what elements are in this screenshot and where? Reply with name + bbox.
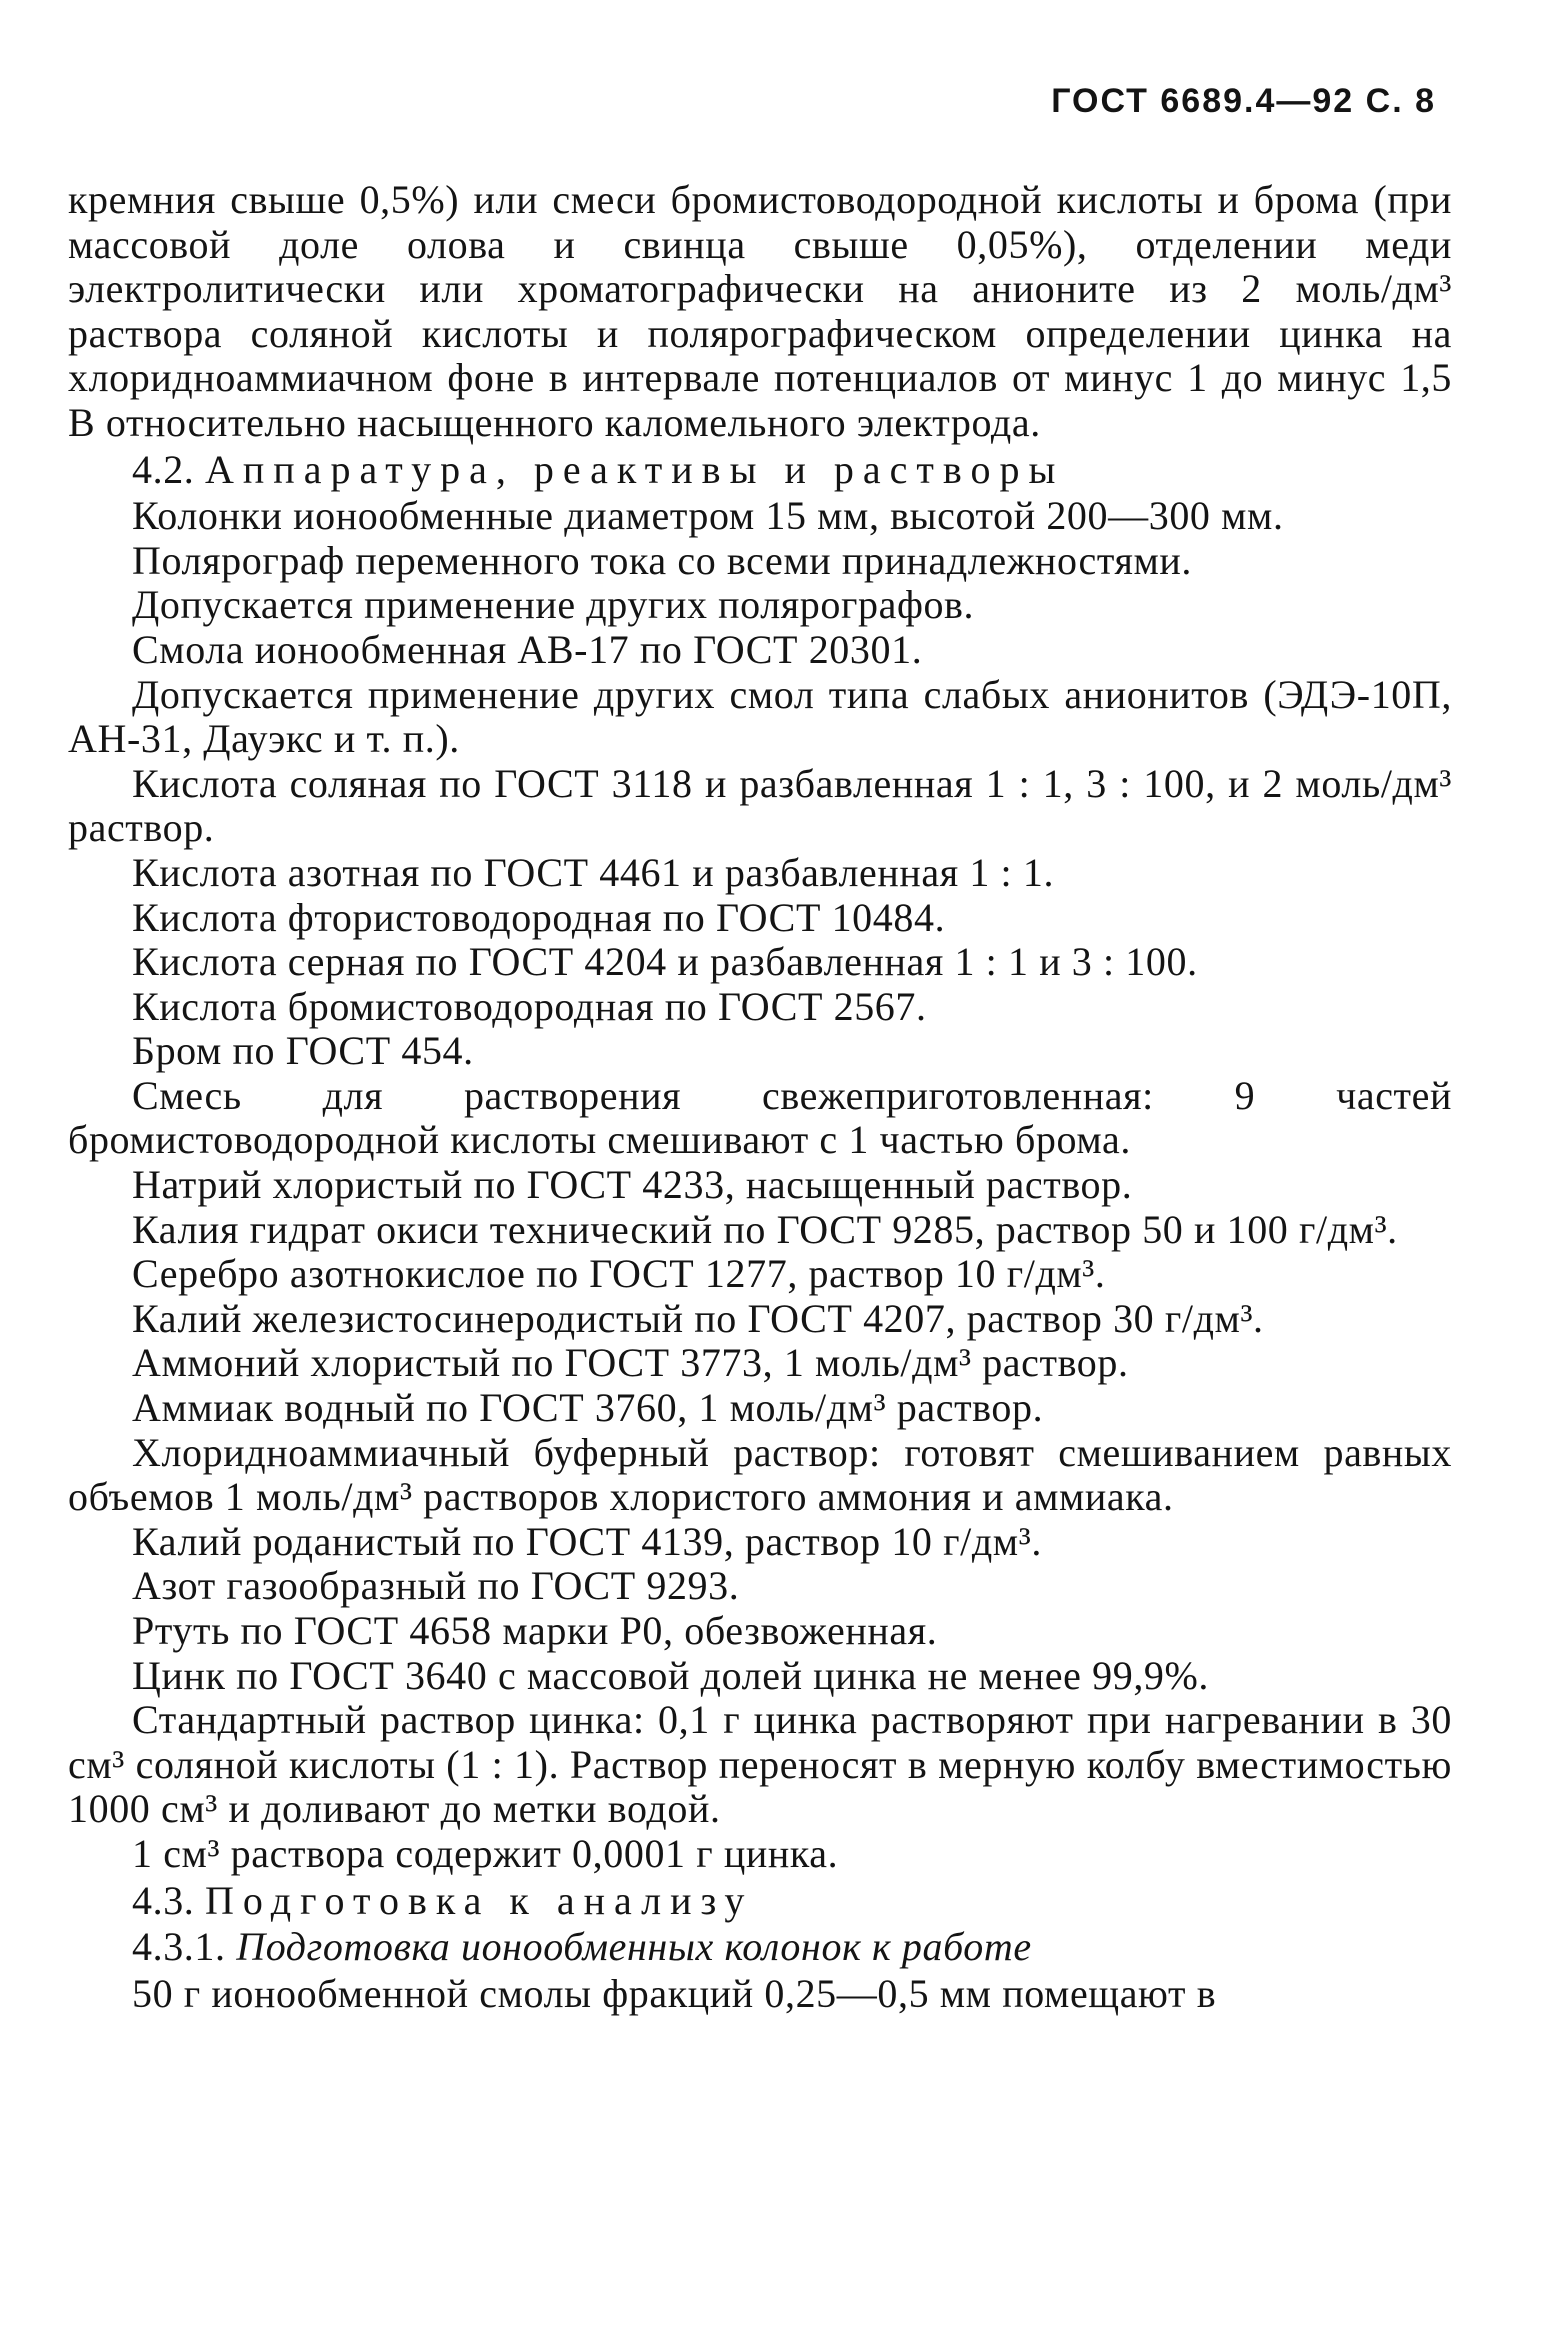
reagent-item: Аммоний хлористый по ГОСТ 3773, 1 моль/дм³ раствор. <box>132 1340 1129 1386</box>
section-4-3-1-heading <box>68 1925 1452 1970</box>
reagent-item: Цинк по ГОСТ 3640 с массовой долей цинка не менее 99,9%. <box>132 1652 1210 1698</box>
reagent-item: Калия гидрат окиси технический по ГОСТ 9285, раствор 50 и 100 г/дм³. <box>132 1206 1398 1252</box>
page-header: ГОСТ 6689.4—92 С. 8 <box>1051 82 1436 120</box>
reagent-item: Калий железистосинеродистый по ГОСТ 4207, раствор 30 г/дм³. <box>132 1295 1264 1341</box>
reagent-item: Калий роданистый по ГОСТ 4139, раствор 10 г/дм³. <box>132 1518 1042 1564</box>
final-paragraph: 50 г ионообменной смолы фракций 0,25—0,5 мм помещают в <box>132 1970 1217 2016</box>
reagent-item: Хлоридноаммиачный буферный раствор: готовят смешиванием равных объемов 1 моль/дм³ растворов хлористого аммония и аммиака. <box>68 1429 1452 1520</box>
section-number: 4.3.1. <box>132 1924 226 1970</box>
reagent-item: Кислота бромистоводородная по ГОСТ 2567. <box>132 983 927 1029</box>
reagent-item: Кислота серная по ГОСТ 4204 и разбавленная 1 : 1 и 3 : 100. <box>132 939 1198 985</box>
reagent-item: Азот газообразный по ГОСТ 9293. <box>132 1563 740 1609</box>
reagent-item: Смола ионообменная АВ-17 по ГОСТ 20301. <box>132 626 923 672</box>
reagent-item: Кислота соляная по ГОСТ 3118 и разбавленная 1 : 1, 3 : 100, и 2 моль/дм³ раствор. <box>68 760 1452 851</box>
body-text <box>68 178 1452 2016</box>
reagent-item: Бром по ГОСТ 454. <box>132 1028 474 1074</box>
intro-paragraph: кремния свыше 0,5%) или смеси бромистоводородной кислоты и брома (при массовой доле олова и свинца свыше 0,05%), отделении меди электролитически или хроматографически на анионите из 2 моль/дм³ раствора соляной кислоты и полярографическом определении цинка на хлоридноаммиачном фоне в интервале потенциалов от минус 1 до минус 1,5 В относительно насыщенного каломельного электрода. <box>68 177 1452 445</box>
reagent-item: Аммиак водный по ГОСТ 3760, 1 моль/дм³ раствор. <box>132 1385 1044 1431</box>
reagent-item: Допускается применение других полярографов. <box>132 582 975 628</box>
reagent-item: Стандартный раствор цинка: 0,1 г цинка растворяют при нагревании в 30 см³ соляной кислоты (1 : 1). Раствор переносят в мерную колбу вместимостью 1000 см³ и доливают до метки водой. <box>68 1697 1452 1832</box>
reagent-item: Серебро азотнокислое по ГОСТ 1277, раствор 10 г/дм³. <box>132 1251 1106 1297</box>
reagent-item: Кислота азотная по ГОСТ 4461 и разбавленная 1 : 1. <box>132 849 1055 895</box>
section-4-3-heading <box>68 1879 1452 1924</box>
section-4-2-heading <box>68 448 1452 493</box>
reagent-item: 1 см³ раствора содержит 0,0001 г цинка. <box>132 1830 839 1876</box>
reagent-item: Ртуть по ГОСТ 4658 марки Р0, обезвоженная. <box>132 1608 938 1653</box>
reagent-item: Смесь для растворения свежеприготовленная: 9 частей бромистоводородной кислоты смешивают с 1 частью брома. <box>68 1072 1452 1163</box>
section-number: 4.2. <box>132 446 195 492</box>
reagent-item: Натрий хлористый по ГОСТ 4233, насыщенный раствор. <box>132 1162 1133 1208</box>
section-title: Подготовка к анализу <box>205 1877 754 1923</box>
reagent-item: Колонки ионообменные диаметром 15 мм, высотой 200—300 мм. <box>132 493 1284 539</box>
section-number: 4.3. <box>132 1877 195 1923</box>
reagent-list <box>68 494 1452 1876</box>
reagent-item: Кислота фтористоводородная по ГОСТ 10484. <box>132 894 946 940</box>
reagent-item: Полярограф переменного тока со всеми принадлежностями. <box>132 537 1192 583</box>
section-title: Подготовка ионообменных колонок к работе <box>236 1924 1032 1970</box>
reagent-item: Допускается применение других смол типа слабых анионитов (ЭДЭ-10П, АН-31, Дауэкс и т. п.). <box>68 671 1452 762</box>
section-title: Аппаратура, реактивы и растворы <box>205 446 1065 492</box>
